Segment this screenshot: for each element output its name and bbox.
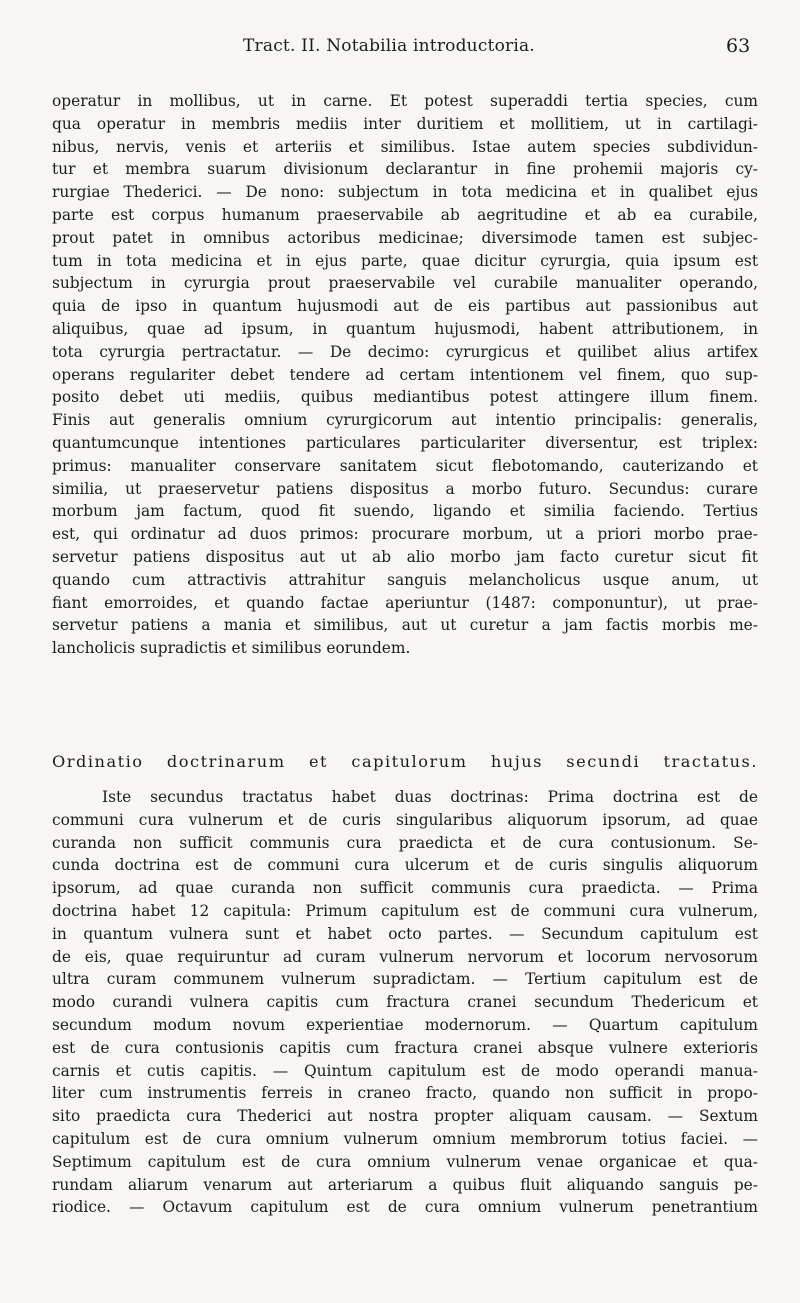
text-line: est, qui ordinatur ad duos primos: procurare morbum, ut a priori morbo prae- xyxy=(52,525,758,544)
text-line: qua operatur in membris mediis inter duritiem et mollitiem, ut in cartilagi- xyxy=(52,114,758,133)
text-line: de eis, quae requiruntur ad curam vulnerum nervorum et locorum nervosorum xyxy=(52,947,758,966)
running-title: Tract. II. Notabilia introductoria. xyxy=(243,36,535,56)
text-line: fiant emorroides, et quando factae aperiuntur (1487: componuntur), ut prae- xyxy=(52,593,758,612)
text-line: ultra curam communem vulnerum supradictam. — Tertium capitulum est de xyxy=(52,970,758,989)
text-line: modo curandi vulnera capitis cum fractura cranei secundum Thedericum et xyxy=(52,993,758,1012)
paragraph-ordinatio xyxy=(52,786,758,1219)
text-line: communi cura vulnerum et de curis singularibus aliquorum ipsorum, ad quae xyxy=(52,810,758,829)
text-line: sito praedicta cura Thederici aut nostra propter aliquam causam. — Sextum xyxy=(52,1107,758,1126)
text-line: doctrina habet 12 capitula: Primum capitulum est de communi cura vulnerum, xyxy=(52,901,758,920)
text-line: rundam aliarum venarum aut arteriarum a quibus fluit aliquando sanguis pe- xyxy=(52,1175,758,1194)
text-line: morbum jam factum, quod fit suendo, ligando et similia faciendo. Tertius xyxy=(52,502,758,521)
paragraph-notabilia xyxy=(52,90,758,660)
text-line: secundum modum novum experientiae modernorum. — Quartum capitulum xyxy=(52,1015,758,1034)
text-line: cunda doctrina est de communi cura ulcerum et de curis singulis aliquorum xyxy=(52,856,758,875)
text-line: tum in tota medicina et in ejus parte, quae dicitur cyrurgia, quia ipsum est xyxy=(52,251,758,270)
text-line: primus: manualiter conservare sanitatem sicut flebotomando, cauterizando et xyxy=(52,456,758,475)
text-line: Iste secundus tractatus habet duas doctrinas: Prima doctrina est de xyxy=(102,788,758,806)
text-line: operans regulariter debet tendere ad certam intentionem vel finem, quo sup- xyxy=(52,365,758,384)
text-line: subjectum in cyrurgia prout praeservabile vel curabile manualiter operando, xyxy=(52,274,758,293)
text-line: liter cum instrumentis ferreis in craneo fracto, quando non sufficit in propo- xyxy=(52,1084,758,1103)
text-line: operatur in mollibus, ut in carne. Et potest superaddi tertia species, cum xyxy=(52,92,758,110)
text-line: servetur patiens dispositus aut ut ab alio morbo jam facto curetur sicut fit xyxy=(52,547,758,566)
text-line: tota cyrurgia pertractatur. — De decimo: cyrurgicus et quilibet alius artifex xyxy=(52,342,758,361)
text-line: lancholicis supradictis et similibus eorundem. xyxy=(52,639,411,658)
text-line: curanda non sufficit communis cura praedicta et de cura contusionum. Se- xyxy=(52,833,758,852)
text-line: est de cura contusionis capitis cum fractura cranei absque vulnere exterioris xyxy=(52,1038,758,1057)
text-line: ipsorum, ad quae curanda non sufficit communis cura praedicta. — Prima xyxy=(52,879,758,898)
text-line: prout patet in omnibus actoribus medicinae; diversimode tamen est subjec- xyxy=(52,228,758,247)
text-line: tur et membra suarum divisionum declarantur in fine prohemii majoris cy- xyxy=(52,160,758,179)
text-line: Finis aut generalis omnium cyrurgicorum aut intentio principalis: generalis, xyxy=(52,411,758,430)
text-line: quia de ipso in quantum hujusmodi aut de eis partibus aut passionibus aut xyxy=(52,297,758,316)
text-line: similia, ut praeservetur patiens dispositus a morbo futuro. Secundus: curare xyxy=(52,479,758,498)
text-line: carnis et cutis capitis. — Quintum capitulum est de modo operandi manua- xyxy=(52,1061,758,1080)
text-line: in quantum vulnera sunt et habet octo partes. — Secundum capitulum est xyxy=(52,924,758,943)
text-line: nibus, nervis, venis et arteriis et similibus. Istae autem species subdividun- xyxy=(52,137,758,156)
text-line: aliquibus, quae ad ipsum, in quantum hujusmodi, habent attributionem, in xyxy=(52,319,758,338)
section-heading: Ordinatio doctrinarum et capitulorum hujus secundi tractatus. xyxy=(52,752,758,771)
page-number: 63 xyxy=(726,35,751,57)
text-line: servetur patiens a mania et similibus, aut ut curetur a jam factis morbis me- xyxy=(52,616,758,635)
text-line: capitulum est de cura omnium vulnerum omnium membrorum totius faciei. — xyxy=(52,1129,758,1148)
text-line: rurgiae Thederici. — De nono: subjectum in tota medicina et in qualibet ejus xyxy=(52,183,758,202)
text-line: posito debet uti mediis, quibus mediantibus potest attingere illum finem. xyxy=(52,388,758,407)
text-line: quantumcunque intentiones particulares particulariter diversentur, est triplex: xyxy=(52,433,758,452)
text-line: riodice. — Octavum capitulum est de cura omnium vulnerum penetrantium xyxy=(52,1198,758,1217)
text-line: Septimum capitulum est de cura omnium vulnerum venae organicae et qua- xyxy=(52,1152,758,1171)
text-line: parte est corpus humanum praeservabile ab aegritudine et ab ea curabile, xyxy=(52,205,758,224)
running-head xyxy=(0,36,800,62)
text-line: quando cum attractivis attrahitur sanguis melancholicus usque anum, ut xyxy=(52,570,758,589)
